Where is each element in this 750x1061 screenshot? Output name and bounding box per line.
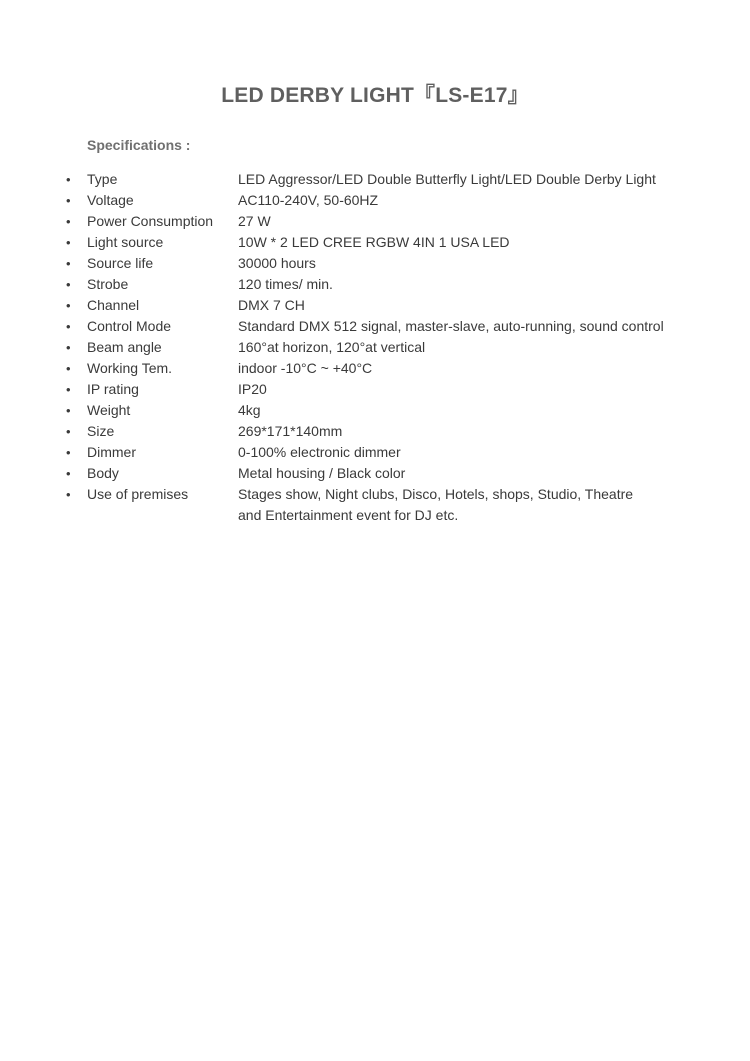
spec-label: Working Tem.: [87, 360, 173, 376]
bullet-icon: •: [66, 403, 71, 418]
spec-label: Body: [87, 465, 119, 481]
bullet-icon: •: [66, 382, 71, 397]
spec-value: 30000 hours: [238, 255, 316, 271]
spec-value: 160°at horizon, 120°at vertical: [238, 339, 426, 355]
bullet-icon: •: [66, 256, 71, 271]
spec-row-body: [66, 463, 706, 484]
spec-value: LED Aggressor/LED Double Butterfly Light/LED Double Derby Light: [238, 171, 656, 187]
spec-row-light-source: [66, 232, 706, 253]
spec-value: 120 times/ min.: [238, 276, 333, 292]
spec-row-control-mode: [66, 316, 706, 337]
spec-value: Standard DMX 512 signal, master-slave, auto-running, sound control: [238, 318, 664, 334]
spec-value: Metal housing / Black color: [238, 465, 406, 481]
specifications-heading: Specifications :: [87, 137, 191, 153]
bullet-icon: •: [66, 277, 71, 292]
spec-value: 27 W: [238, 213, 271, 229]
bullet-icon: •: [66, 193, 71, 208]
spec-list: [66, 169, 706, 526]
bullet-icon: •: [66, 214, 71, 229]
spec-label: Voltage: [87, 192, 134, 208]
spec-label: Channel: [87, 297, 140, 313]
spec-label: Size: [87, 423, 115, 439]
spec-row-source-life: [66, 253, 706, 274]
spec-value: 10W * 2 LED CREE RGBW 4IN 1 USA LED: [238, 234, 510, 250]
spec-row-working-temperature: [66, 358, 706, 379]
spec-label: Light source: [87, 234, 164, 250]
spec-label: Control Mode: [87, 318, 172, 334]
page-title: LED DERBY LIGHT『LS-E17』: [221, 84, 529, 107]
spec-row-power-consumption: [66, 211, 706, 232]
spec-label: Source life: [87, 255, 154, 271]
bullet-icon: •: [66, 424, 71, 439]
bullet-icon: •: [66, 340, 71, 355]
spec-row-channel: [66, 295, 706, 316]
spec-label: Beam angle: [87, 339, 162, 355]
spec-row-strobe: [66, 274, 706, 295]
spec-value: AC110-240V, 50-60HZ: [238, 192, 379, 208]
spec-row-dimmer: [66, 442, 706, 463]
bullet-icon: •: [66, 487, 71, 502]
spec-value: DMX 7 CH: [238, 297, 305, 313]
spec-label: Dimmer: [87, 444, 136, 460]
spec-row-size: [66, 421, 706, 442]
spec-label: IP rating: [87, 381, 139, 397]
spec-label: Use of premises: [87, 486, 189, 502]
spec-row-type: [66, 169, 706, 190]
spec-label: Power Consumption: [87, 213, 214, 229]
bullet-icon: •: [66, 466, 71, 481]
bullet-icon: •: [66, 361, 71, 376]
bullet-icon: •: [66, 172, 71, 187]
spec-label: Weight: [87, 402, 131, 418]
spec-value: IP20: [238, 381, 267, 397]
spec-value: 0-100% electronic dimmer: [238, 444, 401, 460]
spec-row-use-of-premises: [66, 484, 706, 526]
spec-value: 4kg: [238, 402, 261, 418]
bullet-icon: •: [66, 235, 71, 250]
spec-label: Type: [87, 171, 118, 187]
bullet-icon: •: [66, 298, 71, 313]
spec-label: Strobe: [87, 276, 129, 292]
spec-row-beam-angle: [66, 337, 706, 358]
spec-value: 269*171*140mm: [238, 423, 343, 439]
bullet-icon: •: [66, 319, 71, 334]
bullet-icon: •: [66, 445, 71, 460]
spec-row-ip-rating: [66, 379, 706, 400]
spec-row-voltage: [66, 190, 706, 211]
spec-value: Stages show, Night clubs, Disco, Hotels, shops, Studio, Theatre and Entertainment event for DJ etc.: [238, 486, 634, 523]
spec-row-weight: [66, 400, 706, 421]
spec-value: indoor -10°C ~ +40°C: [238, 360, 373, 376]
